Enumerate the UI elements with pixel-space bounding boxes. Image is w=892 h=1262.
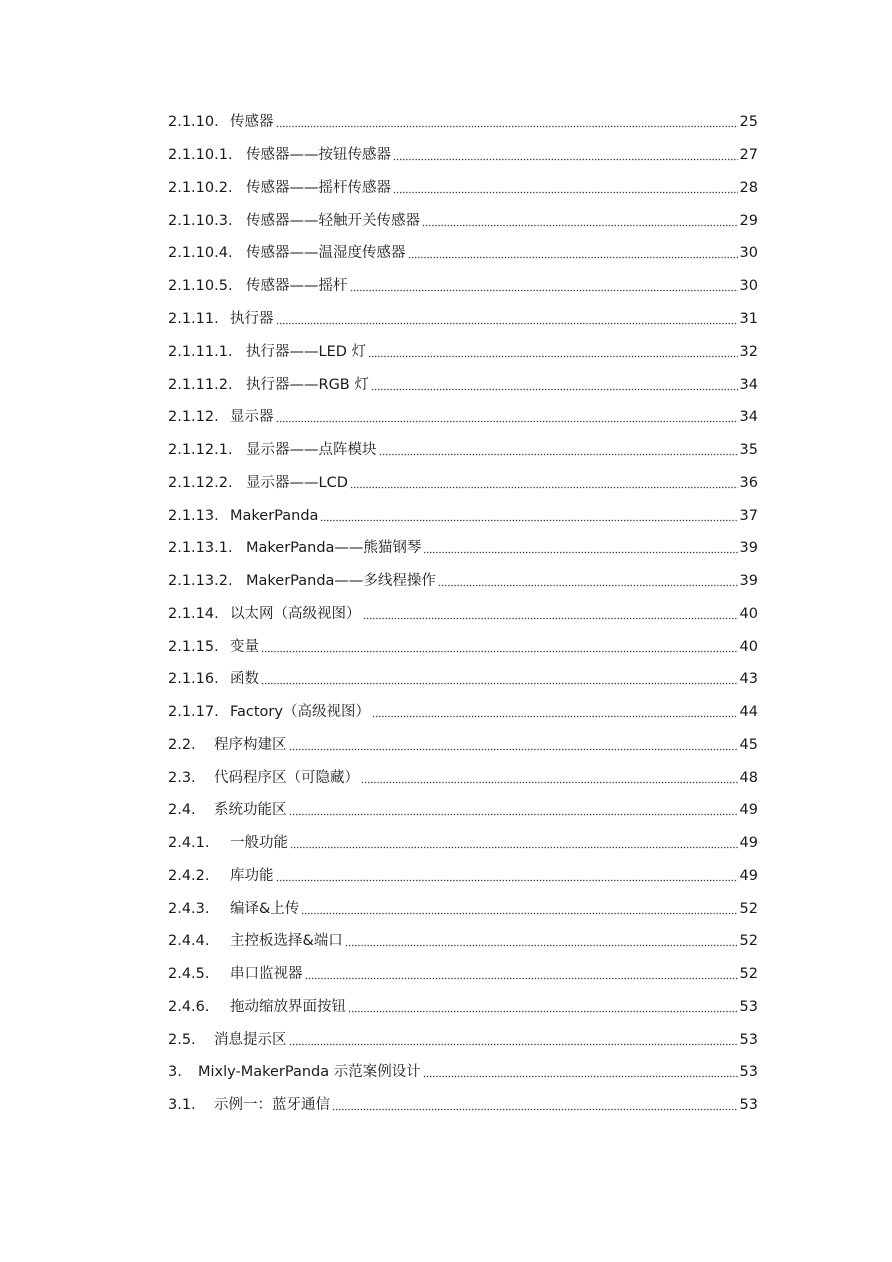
- toc-entry-number: 2.1.12.: [168, 409, 219, 425]
- toc-entry-title: 编译&上传: [230, 901, 300, 917]
- toc-entry-title: 传感器——摇杆传感器: [246, 180, 391, 196]
- toc-entry[interactable]: [168, 306, 758, 328]
- toc-entry-title: 示例一：蓝牙通信: [214, 1097, 330, 1113]
- toc-entry[interactable]: [168, 109, 758, 131]
- toc-entry-title: MakerPanda: [230, 508, 319, 524]
- toc-entry-page: 35: [739, 442, 758, 458]
- toc-entry-number: 2.4.6.: [168, 999, 210, 1015]
- toc-entry-title: 传感器——按钮传感器: [246, 147, 391, 163]
- toc-dot-leader: [261, 650, 738, 653]
- toc-entry-number: 2.1.10.5.: [168, 278, 233, 294]
- toc-entry-number: 2.1.15.: [168, 639, 219, 655]
- toc-entry[interactable]: [168, 404, 758, 426]
- toc-entry-number: 2.2.: [168, 737, 196, 753]
- toc-entry-number: 2.5.: [168, 1032, 196, 1048]
- toc-entry-number: 3.1.: [168, 1097, 196, 1113]
- toc-entry-title: 代码程序区（可隐藏）: [214, 770, 359, 786]
- toc-entry-page: 52: [739, 933, 758, 949]
- toc-entry[interactable]: [168, 503, 758, 525]
- toc-entry-title: 程序构建区: [214, 737, 287, 753]
- toc-entry-title: 传感器——轻触开关传感器: [246, 213, 420, 229]
- toc-entry[interactable]: [168, 928, 758, 950]
- toc-entry-page: 40: [739, 639, 758, 655]
- toc-dot-leader: [276, 322, 738, 325]
- toc-entry[interactable]: [168, 961, 758, 983]
- toc-entry[interactable]: [168, 1092, 758, 1114]
- toc-entry[interactable]: [168, 142, 758, 164]
- toc-entry-number: 2.1.10.2.: [168, 180, 233, 196]
- toc-entry-number: 2.3.: [168, 770, 196, 786]
- toc-dot-leader: [332, 1108, 738, 1111]
- toc-dot-leader: [289, 813, 738, 816]
- toc-dot-leader: [393, 158, 738, 161]
- toc-entry-title: 库功能: [230, 868, 274, 884]
- toc-dot-leader: [422, 224, 738, 227]
- toc-dot-leader: [320, 519, 737, 522]
- toc-entry-title: 执行器——LED 灯: [246, 344, 367, 360]
- toc-entry-page: 49: [739, 835, 758, 851]
- toc-entry[interactable]: [168, 273, 758, 295]
- toc-entry-page: 34: [739, 409, 758, 425]
- toc-entry[interactable]: [168, 568, 758, 590]
- toc-entry-number: 2.1.10.1.: [168, 147, 233, 163]
- toc-entry-title: 传感器: [230, 114, 274, 130]
- toc-entry-number: 2.1.11.: [168, 311, 219, 327]
- toc-entry-page: 39: [739, 573, 758, 589]
- toc-entry[interactable]: [168, 863, 758, 885]
- toc-entry-number: 2.4.: [168, 802, 196, 818]
- toc-dot-leader: [393, 191, 738, 194]
- toc-dot-leader: [290, 846, 738, 849]
- toc-entry-number: 2.1.16.: [168, 671, 219, 687]
- toc-entry[interactable]: [168, 1027, 758, 1049]
- toc-dot-leader: [350, 289, 738, 292]
- toc-entry-title: 拖动缩放界面按钮: [230, 999, 346, 1015]
- toc-entry-page: 32: [739, 344, 758, 360]
- toc-dot-leader: [423, 551, 737, 554]
- toc-entry[interactable]: [168, 437, 758, 459]
- toc-entry-page: 29: [739, 213, 758, 229]
- toc-entry-page: 48: [739, 770, 758, 786]
- toc-entry-page: 53: [739, 999, 758, 1015]
- toc-entry-number: 2.4.2.: [168, 868, 210, 884]
- toc-entry-page: 37: [739, 508, 758, 524]
- toc-dot-leader: [301, 912, 737, 915]
- toc-entry-title: 变量: [230, 639, 259, 655]
- toc-entry-number: 2.1.10.4.: [168, 245, 233, 261]
- toc-entry-number: 2.4.3.: [168, 901, 210, 917]
- toc-entry-number: 2.1.13.1.: [168, 540, 233, 556]
- toc-entry-number: 2.1.17.: [168, 704, 219, 720]
- toc-dot-leader: [350, 486, 738, 489]
- toc-entry-page: 45: [739, 737, 758, 753]
- toc-entry-number: 2.1.14.: [168, 606, 219, 622]
- toc-entry-number: 2.1.13.2.: [168, 573, 233, 589]
- toc-entry-page: 39: [739, 540, 758, 556]
- toc-entry-number: 2.4.4.: [168, 933, 210, 949]
- toc-entry[interactable]: [168, 470, 758, 492]
- toc-entry-title: MakerPanda——多线程操作: [246, 573, 436, 589]
- toc-entry[interactable]: [168, 830, 758, 852]
- toc-dot-leader: [261, 682, 738, 685]
- toc-entry-number: 2.4.5.: [168, 966, 210, 982]
- toc-entry[interactable]: [168, 1059, 758, 1081]
- toc-dot-leader: [363, 617, 738, 620]
- toc-entry-page: 52: [739, 966, 758, 982]
- toc-entry-title: MakerPanda——熊猫钢琴: [246, 540, 422, 556]
- toc-entry-title: 显示器——LCD: [246, 475, 348, 491]
- toc-dot-leader: [372, 715, 738, 718]
- toc-entry[interactable]: [168, 601, 758, 623]
- toc-entry-number: 2.1.12.2.: [168, 475, 233, 491]
- toc-entry-page: 49: [739, 868, 758, 884]
- toc-entry-title: 执行器: [230, 311, 274, 327]
- toc-dot-leader: [276, 879, 738, 882]
- toc-entry-title: 显示器——点阵模块: [246, 442, 377, 458]
- toc-entry-title: 系统功能区: [214, 802, 287, 818]
- toc-entry-title: 显示器: [230, 409, 274, 425]
- toc-entry-title: Factory（高级视图）: [230, 704, 370, 720]
- toc-entry-page: 25: [739, 114, 758, 130]
- toc-dot-leader: [276, 420, 738, 423]
- toc-entry-page: 30: [739, 278, 758, 294]
- toc-entry-title: 执行器——RGB 灯: [246, 377, 369, 393]
- toc-dot-leader: [408, 256, 738, 259]
- toc-entry-number: 2.4.1.: [168, 835, 210, 851]
- toc-entry-title: 串口监视器: [230, 966, 303, 982]
- toc-entry-title: 函数: [230, 671, 259, 687]
- toc-entry-page: 27: [739, 147, 758, 163]
- toc-dot-leader: [371, 388, 738, 391]
- toc-dot-leader: [348, 1010, 738, 1013]
- toc-entry[interactable]: [168, 666, 758, 688]
- toc-entry-page: 40: [739, 606, 758, 622]
- toc-entry[interactable]: [168, 699, 758, 721]
- toc-entry-title: 传感器——温湿度传感器: [246, 245, 406, 261]
- toc-entry-number: 2.1.11.1.: [168, 344, 233, 360]
- toc-dot-leader: [345, 944, 738, 947]
- toc-entry-page: 52: [739, 901, 758, 917]
- toc-entry-title: 消息提示区: [214, 1032, 287, 1048]
- toc-entry-page: 53: [739, 1064, 758, 1080]
- toc-entry-page: 49: [739, 802, 758, 818]
- toc-entry-page: 31: [739, 311, 758, 327]
- toc-dot-leader: [368, 355, 738, 358]
- toc-entry[interactable]: [168, 896, 758, 918]
- toc-entry[interactable]: [168, 535, 758, 557]
- toc-entry-page: 53: [739, 1032, 758, 1048]
- toc-dot-leader: [289, 748, 738, 751]
- toc-entry-page: 44: [739, 704, 758, 720]
- toc-dot-leader: [423, 1075, 738, 1078]
- toc-entry[interactable]: [168, 372, 758, 394]
- toc-entry-number: 2.1.13.: [168, 508, 219, 524]
- toc-dot-leader: [276, 125, 738, 128]
- toc-entry-title: 一般功能: [230, 835, 288, 851]
- toc-entry-page: 43: [739, 671, 758, 687]
- toc-entry-page: 30: [739, 245, 758, 261]
- toc-entry-number: 2.1.10.3.: [168, 213, 233, 229]
- toc-entry[interactable]: [168, 339, 758, 361]
- toc-dot-leader: [289, 1043, 738, 1046]
- toc-entry-page: 53: [739, 1097, 758, 1113]
- toc-entry-number: 2.1.10.: [168, 114, 219, 130]
- toc-entry[interactable]: [168, 240, 758, 262]
- toc-entry[interactable]: [168, 634, 758, 656]
- toc-dot-leader: [438, 584, 738, 587]
- toc-entry-number: 3.: [168, 1064, 182, 1080]
- toc-entry-title: Mixly-MakerPanda 示范案例设计: [198, 1064, 421, 1080]
- toc-entry-title: 以太网（高级视图）: [230, 606, 361, 622]
- toc-entry-page: 36: [739, 475, 758, 491]
- toc-dot-leader: [361, 781, 738, 784]
- toc-entry-number: 2.1.12.1.: [168, 442, 233, 458]
- toc-dot-leader: [379, 453, 738, 456]
- toc-entry[interactable]: [168, 765, 758, 787]
- toc-entry[interactable]: [168, 732, 758, 754]
- toc-dot-leader: [305, 977, 738, 980]
- toc-entry-title: 主控板选择&端口: [230, 933, 343, 949]
- toc-entry-number: 2.1.11.2.: [168, 377, 233, 393]
- toc-entry[interactable]: [168, 797, 758, 819]
- toc-entry[interactable]: [168, 208, 758, 230]
- toc-entry-page: 28: [739, 180, 758, 196]
- toc-entry[interactable]: [168, 175, 758, 197]
- toc-entry[interactable]: [168, 994, 758, 1016]
- toc-entry-title: 传感器——摇杆: [246, 278, 348, 294]
- toc-entry-page: 34: [739, 377, 758, 393]
